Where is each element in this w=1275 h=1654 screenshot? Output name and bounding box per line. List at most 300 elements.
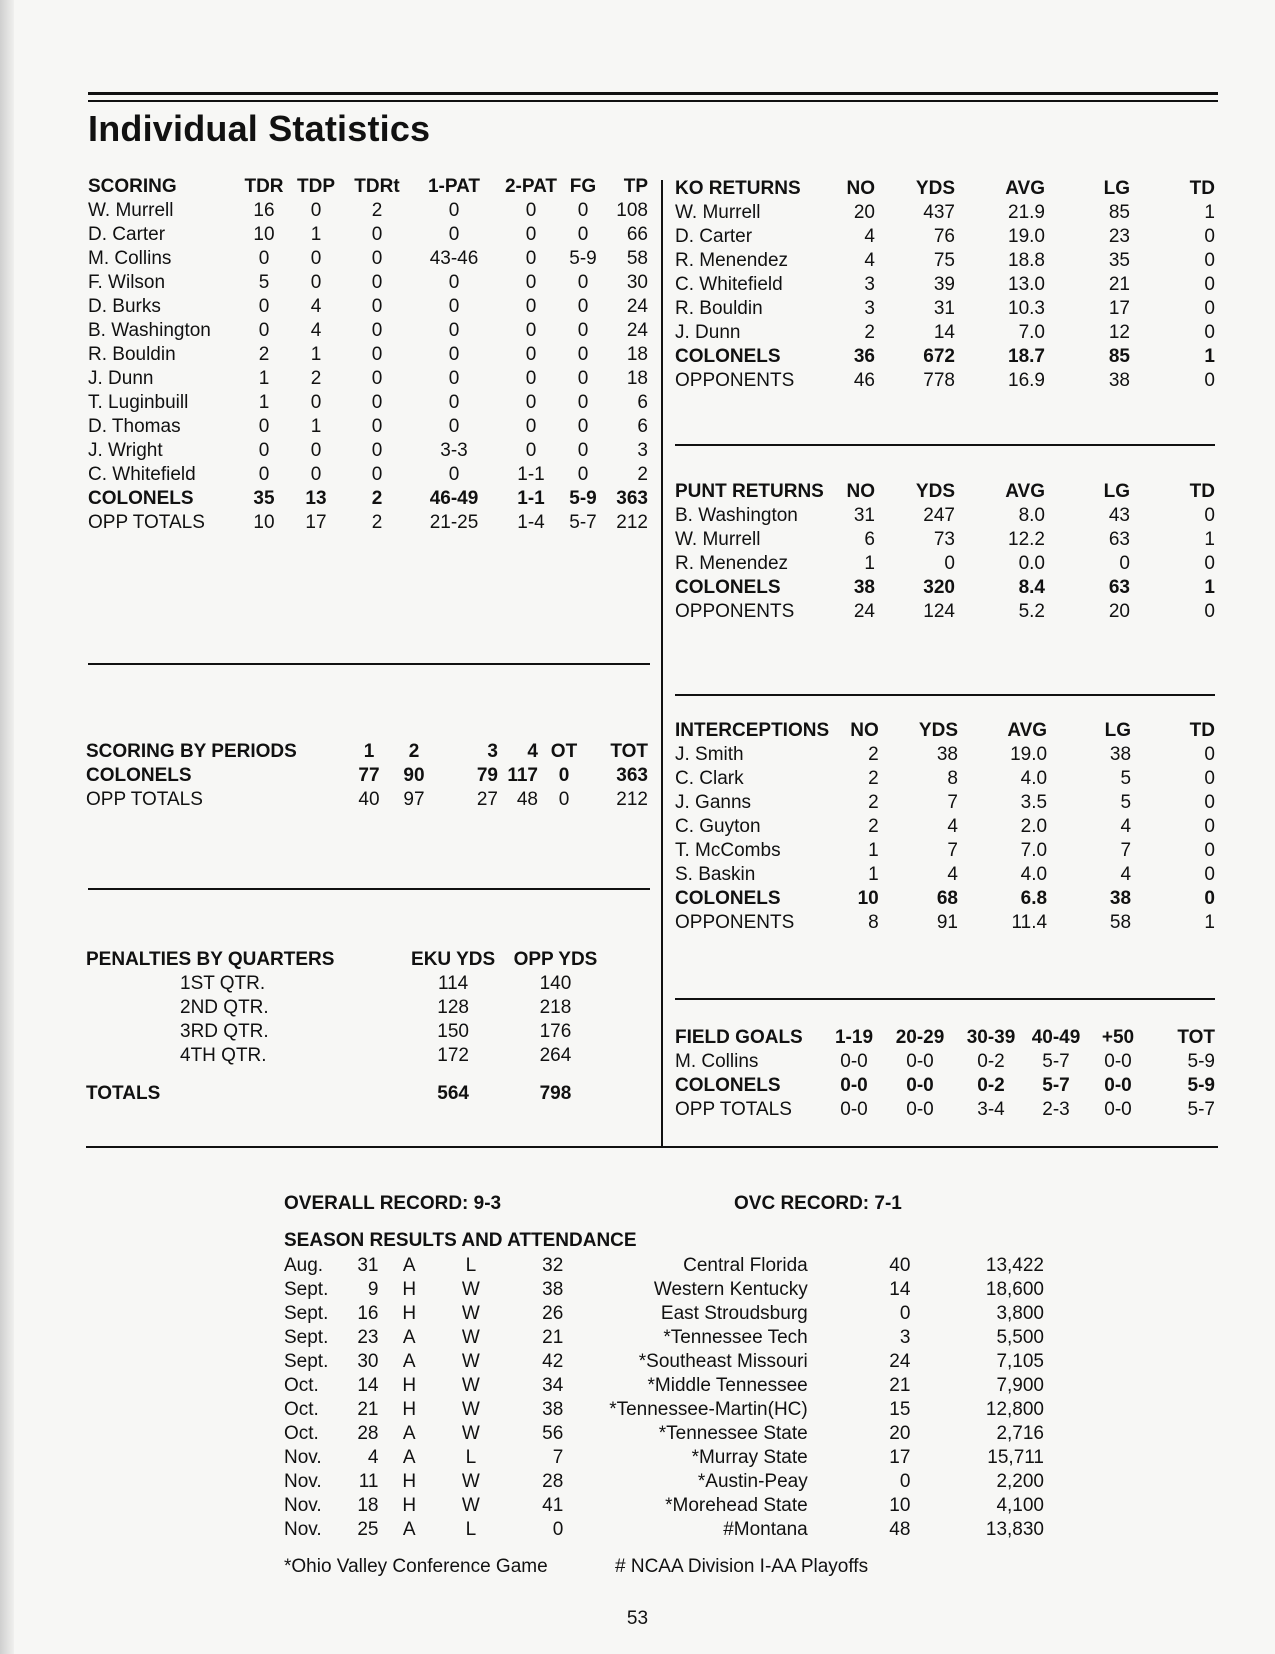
- table-cell: 39: [933, 274, 955, 295]
- table-cell: A: [402, 1447, 416, 1468]
- table-cell: East Stroudsburg: [660, 1303, 808, 1324]
- opponent-total-row: [675, 911, 1215, 935]
- table-cell: 66: [626, 224, 648, 245]
- divider: [675, 444, 1215, 446]
- table-cell: AVG: [1005, 481, 1045, 502]
- table-cell: A: [402, 1255, 416, 1276]
- page-number: 53: [626, 1608, 649, 1629]
- table-cell: 5: [1120, 792, 1132, 813]
- table-cell: L: [465, 1447, 477, 1468]
- table-row: [284, 1302, 1044, 1326]
- table-cell: 4.0: [1020, 864, 1048, 885]
- table-cell: 778: [923, 370, 955, 391]
- table-cell: 7: [947, 792, 958, 813]
- table-cell: 77: [358, 765, 380, 786]
- table-cell: 1: [258, 392, 270, 413]
- table-cell: 0: [310, 200, 322, 221]
- table-cell: 2.0: [1020, 816, 1048, 837]
- table-cell: 0: [525, 344, 537, 365]
- table-cell: 5.2: [1018, 601, 1045, 622]
- table-cell: 32: [542, 1255, 564, 1276]
- table-cell: 0: [310, 464, 322, 485]
- table-cell: 320: [923, 577, 955, 598]
- table-cell: 0: [258, 248, 270, 269]
- table-row: [284, 1398, 1044, 1422]
- table-cell: 2: [371, 512, 383, 533]
- table-cell: L: [465, 1255, 477, 1276]
- page-title: Individual Statistics: [88, 108, 431, 149]
- table-cell: 31: [933, 298, 955, 319]
- table-cell: 14: [357, 1375, 379, 1396]
- table-row: [86, 1020, 606, 1044]
- table-cell: Oct.: [284, 1399, 319, 1420]
- team-total-row: [675, 345, 1215, 369]
- table-cell: 1: [258, 368, 270, 389]
- table-cell: 1: [1204, 529, 1215, 550]
- table-cell: 0: [577, 440, 589, 461]
- table-cell: Sept.: [284, 1303, 329, 1324]
- table-cell: 16: [253, 200, 275, 221]
- table-cell: 5-9: [569, 488, 597, 509]
- table-cell: 0: [371, 248, 383, 269]
- table-cell: *Tennessee Tech: [663, 1327, 808, 1348]
- table-cell: OPP TOTALS: [88, 512, 205, 533]
- table-row: [86, 996, 606, 1020]
- table-cell: 7: [1120, 840, 1132, 861]
- page-binding-edge: [0, 0, 14, 1654]
- table-cell: 0: [944, 553, 955, 574]
- header-row: [675, 177, 1215, 201]
- table-cell: 0: [310, 440, 322, 461]
- table-cell: TD: [1189, 178, 1215, 199]
- table-cell: 437: [923, 202, 955, 223]
- table-cell: 24: [853, 601, 875, 622]
- table-cell: 5: [1120, 768, 1132, 789]
- table-cell: 18.7: [1008, 346, 1045, 367]
- table-cell: 6: [637, 416, 648, 437]
- table-cell: J. Smith: [675, 744, 744, 765]
- table-cell: 21.9: [1008, 202, 1045, 223]
- table-cell: R. Menendez: [675, 553, 789, 574]
- table-cell: 212: [616, 789, 648, 810]
- table-cell: 26: [542, 1303, 564, 1324]
- table-cell: 2: [371, 200, 383, 221]
- table-cell: 0: [1204, 226, 1215, 247]
- table-cell: 1ST QTR.: [180, 973, 266, 994]
- table-cell: 21: [1108, 274, 1130, 295]
- table-cell: *Middle Tennessee: [647, 1375, 808, 1396]
- table-row: [284, 1278, 1044, 1302]
- table-cell: 5,500: [996, 1327, 1044, 1348]
- table-cell: 75: [933, 250, 955, 271]
- table-cell: 5-7: [1042, 1051, 1070, 1072]
- table-cell: 0: [1204, 816, 1215, 837]
- table-cell: 1: [864, 553, 875, 574]
- table-cell: H: [402, 1303, 417, 1324]
- table-cell: *Tennessee State: [658, 1423, 808, 1444]
- table-cell: 150: [437, 1021, 469, 1042]
- table-row: [675, 791, 1215, 815]
- table-cell: 0: [558, 789, 570, 810]
- table-cell: 564: [437, 1083, 469, 1104]
- table-cell: *Murray State: [691, 1447, 808, 1468]
- table-cell: 28: [542, 1471, 564, 1492]
- table-cell: 218: [539, 997, 572, 1018]
- table-cell: COLONELS: [86, 765, 192, 786]
- table-cell: 176: [539, 1021, 572, 1042]
- table-cell: W: [461, 1423, 480, 1444]
- table-cell: 7: [947, 840, 958, 861]
- table-row: [284, 1494, 1044, 1518]
- punt-returns-table: [675, 480, 1215, 624]
- opponent-total-row: [675, 600, 1215, 624]
- table-cell: 2-PAT: [504, 176, 558, 197]
- table-cell: 0: [448, 320, 460, 341]
- table-cell: 0: [371, 320, 383, 341]
- table-cell: 3: [487, 741, 498, 762]
- table-cell: D. Carter: [675, 226, 753, 247]
- table-cell: A: [402, 1423, 416, 1444]
- table-cell: 0.0: [1018, 553, 1045, 574]
- table-cell: 10: [253, 512, 275, 533]
- opponent-total-row: [675, 369, 1215, 393]
- table-cell: 56: [542, 1423, 564, 1444]
- table-cell: 1: [868, 840, 879, 861]
- table-row: [88, 391, 648, 415]
- table-cell: 264: [539, 1045, 572, 1066]
- table-cell: H: [402, 1495, 417, 1516]
- table-row: [88, 295, 648, 319]
- table-cell: 46-49: [429, 488, 479, 509]
- table-cell: COLONELS: [675, 888, 781, 909]
- table-cell: 43: [1108, 505, 1130, 526]
- table-cell: 0: [1119, 553, 1130, 574]
- table-cell: 0: [448, 344, 460, 365]
- table-cell: 38: [542, 1399, 564, 1420]
- table-cell: 0-2: [977, 1051, 1005, 1072]
- table-row: [88, 367, 648, 391]
- header-row: [675, 480, 1215, 504]
- divider: [86, 1146, 1218, 1148]
- overall-record: OVERALL RECORD: 9-3: [284, 1193, 502, 1214]
- table-cell: OT: [550, 741, 578, 762]
- table-cell: 9: [367, 1279, 379, 1300]
- table-cell: 5: [258, 272, 270, 293]
- table-row: [88, 439, 648, 463]
- totals-row: [86, 1068, 606, 1106]
- table-cell: 0: [448, 224, 460, 245]
- table-cell: TDP: [297, 176, 335, 197]
- table-cell: 363: [616, 765, 648, 786]
- scoring-by-periods-table: [86, 740, 648, 812]
- table-cell: 0: [525, 416, 537, 437]
- table-cell: 2: [864, 322, 875, 343]
- table-cell: 18.8: [1008, 250, 1045, 271]
- table-cell: 0: [525, 392, 537, 413]
- table-cell: 798: [539, 1083, 572, 1104]
- table-cell: 0: [577, 344, 589, 365]
- table-cell: YDS: [915, 481, 955, 502]
- table-row: [284, 1518, 1044, 1542]
- footnote-ovc: *Ohio Valley Conference Game: [284, 1556, 548, 1577]
- table-cell: 0: [371, 272, 383, 293]
- table-cell: 41: [542, 1495, 564, 1516]
- table-cell: TDRt: [354, 176, 400, 197]
- table-cell: F. Wilson: [88, 272, 166, 293]
- table-cell: 6: [864, 529, 875, 550]
- table-cell: 0: [371, 344, 383, 365]
- table-row: [88, 415, 648, 439]
- table-cell: 20: [1108, 601, 1130, 622]
- table-cell: 0-0: [840, 1051, 868, 1072]
- table-cell: *Morehead State: [665, 1495, 808, 1516]
- table-cell: 24: [626, 320, 648, 341]
- table-cell: 3: [864, 298, 875, 319]
- table-cell: B. Washington: [88, 320, 211, 341]
- table-cell: 0: [525, 248, 537, 269]
- table-row: [88, 319, 648, 343]
- table-row: [675, 1050, 1215, 1074]
- table-cell: Nov.: [284, 1471, 322, 1492]
- table-cell: 0: [448, 368, 460, 389]
- table-cell: 23: [1108, 226, 1130, 247]
- table-cell: 31: [853, 505, 875, 526]
- table-cell: 1-1: [517, 488, 545, 509]
- table-cell: 172: [437, 1045, 469, 1066]
- table-row: [675, 839, 1215, 863]
- table-cell: T. McCombs: [675, 840, 781, 861]
- table-cell: 0: [1204, 744, 1215, 765]
- table-cell: 58: [626, 248, 648, 269]
- table-row: [675, 321, 1215, 345]
- table-cell: 2,200: [996, 1471, 1044, 1492]
- table-cell: 3: [864, 274, 875, 295]
- table-cell: H: [402, 1399, 417, 1420]
- table-row: [675, 201, 1215, 225]
- header-row: [675, 719, 1215, 743]
- table-cell: 7,105: [996, 1351, 1044, 1372]
- table-cell: 1-PAT: [427, 176, 481, 197]
- table-cell: R. Bouldin: [88, 344, 176, 365]
- header-row: [88, 175, 648, 199]
- table-cell: 108: [616, 200, 648, 221]
- table-cell: 0: [371, 296, 383, 317]
- table-cell: 1: [1204, 346, 1215, 367]
- table-cell: 7: [552, 1447, 564, 1468]
- table-cell: Central Florida: [683, 1255, 808, 1276]
- table-cell: 18: [626, 368, 648, 389]
- table-cell: 18,600: [985, 1279, 1044, 1300]
- table-cell: H: [402, 1471, 417, 1492]
- table-row: [284, 1350, 1044, 1374]
- table-cell: AVG: [1007, 720, 1048, 741]
- header-row: [86, 948, 606, 972]
- table-row: [284, 1374, 1044, 1398]
- table-row: [88, 247, 648, 271]
- table-row: [284, 1446, 1044, 1470]
- table-cell: 6.8: [1020, 888, 1048, 909]
- table-cell: 0: [577, 464, 589, 485]
- table-cell: 0: [1204, 250, 1215, 271]
- table-cell: 1-4: [517, 512, 545, 533]
- table-cell: 128: [437, 997, 469, 1018]
- table-cell: LG: [1103, 178, 1130, 199]
- table-cell: #Montana: [723, 1519, 808, 1540]
- table-cell: W: [461, 1399, 480, 1420]
- table-cell: M. Collins: [675, 1051, 759, 1072]
- table-cell: 17: [305, 512, 327, 533]
- table-cell: Nov.: [284, 1495, 322, 1516]
- table-cell: J. Wright: [88, 440, 163, 461]
- table-row: [675, 767, 1215, 791]
- table-cell: 0: [525, 296, 537, 317]
- table-cell: 0-0: [906, 1051, 934, 1072]
- table-cell: Sept.: [284, 1327, 329, 1348]
- table-cell: COLONELS: [675, 346, 781, 367]
- table-cell: 40: [358, 789, 380, 810]
- table-cell: 3RD QTR.: [180, 1021, 269, 1042]
- table-cell: FIELD GOALS: [675, 1027, 803, 1048]
- table-cell: 40-49: [1031, 1027, 1081, 1048]
- table-cell: W. Murrell: [675, 529, 761, 550]
- table-cell: 7,900: [996, 1375, 1044, 1396]
- table-cell: OPP TOTALS: [86, 789, 203, 810]
- table-cell: 1: [1204, 912, 1215, 933]
- table-cell: 212: [616, 512, 648, 533]
- table-cell: 0: [371, 392, 383, 413]
- table-cell: 76: [933, 226, 955, 247]
- table-cell: 31: [357, 1255, 379, 1276]
- table-cell: D. Thomas: [88, 416, 181, 437]
- table-cell: INTERCEPTIONS: [675, 720, 830, 741]
- table-cell: 0: [552, 1519, 564, 1540]
- table-cell: 13.0: [1008, 274, 1045, 295]
- table-cell: 1-1: [517, 464, 545, 485]
- table-cell: 12: [1108, 322, 1130, 343]
- table-cell: 38: [1109, 744, 1132, 765]
- table-cell: 0-0: [1104, 1099, 1132, 1120]
- table-cell: 0: [525, 368, 537, 389]
- table-cell: S. Baskin: [675, 864, 756, 885]
- table-cell: 17: [889, 1447, 911, 1468]
- table-row: [675, 863, 1215, 887]
- table-cell: 8: [868, 912, 879, 933]
- divider: [675, 998, 1215, 1000]
- table-cell: 0: [577, 200, 589, 221]
- table-cell: 43-46: [429, 248, 479, 269]
- table-cell: 63: [1108, 577, 1130, 598]
- table-row: [675, 743, 1215, 767]
- table-cell: LG: [1103, 481, 1130, 502]
- table-cell: YDS: [918, 720, 958, 741]
- table-cell: 14: [933, 322, 955, 343]
- table-cell: H: [402, 1279, 417, 1300]
- table-cell: 7.0: [1020, 840, 1048, 861]
- table-cell: R. Bouldin: [675, 298, 763, 319]
- table-cell: TOT: [1177, 1027, 1215, 1048]
- table-row: [675, 297, 1215, 321]
- table-cell: 16.9: [1008, 370, 1045, 391]
- table-cell: 0: [310, 272, 322, 293]
- table-cell: 0: [258, 464, 270, 485]
- table-cell: PENALTIES BY QUARTERS: [86, 949, 335, 970]
- table-cell: 85: [1108, 202, 1130, 223]
- table-cell: 4: [310, 320, 322, 341]
- divider: [88, 663, 650, 665]
- table-cell: R. Menendez: [675, 250, 789, 271]
- table-cell: W: [461, 1375, 480, 1396]
- table-cell: +50: [1101, 1027, 1135, 1048]
- table-cell: 5-9: [1187, 1051, 1215, 1072]
- table-cell: C. Whitefield: [88, 464, 196, 485]
- table-cell: 16: [357, 1303, 379, 1324]
- table-cell: 18: [626, 344, 648, 365]
- table-cell: Oct.: [284, 1375, 319, 1396]
- table-cell: COLONELS: [88, 488, 194, 509]
- table-cell: Nov.: [284, 1447, 322, 1468]
- table-cell: 0: [448, 200, 460, 221]
- field-goals-table: [675, 1026, 1215, 1122]
- table-cell: 48: [516, 789, 538, 810]
- table-row: [675, 528, 1215, 552]
- table-cell: 14: [889, 1279, 911, 1300]
- table-cell: Nov.: [284, 1519, 322, 1540]
- penalties-table: [86, 948, 606, 1106]
- table-cell: 21: [357, 1399, 379, 1420]
- table-cell: 0: [371, 368, 383, 389]
- table-cell: Western Kentucky: [653, 1279, 808, 1300]
- header-rule-top: [88, 92, 1218, 95]
- table-cell: OPPONENTS: [675, 370, 795, 391]
- table-cell: Oct.: [284, 1423, 319, 1444]
- table-cell: 15,711: [987, 1447, 1044, 1468]
- table-cell: 0: [577, 296, 589, 317]
- table-cell: D. Burks: [88, 296, 161, 317]
- table-cell: M. Collins: [88, 248, 172, 269]
- table-cell: NO: [846, 481, 875, 502]
- table-cell: 0: [1204, 888, 1215, 909]
- table-cell: 5-9: [569, 248, 597, 269]
- table-cell: 5-7: [1187, 1099, 1215, 1120]
- interceptions-table: [675, 719, 1215, 935]
- table-cell: W: [461, 1351, 480, 1372]
- table-cell: 8.4: [1018, 577, 1045, 598]
- column-divider: [661, 180, 663, 1148]
- table-cell: 0: [525, 440, 537, 461]
- table-cell: 48: [889, 1519, 911, 1540]
- table-row: [675, 273, 1215, 297]
- table-cell: 3-4: [977, 1099, 1005, 1120]
- table-cell: 4: [1120, 816, 1132, 837]
- table-cell: 79: [476, 765, 498, 786]
- team-total-row: [675, 576, 1215, 600]
- opponent-total-row: [88, 511, 648, 535]
- table-cell: COLONELS: [675, 577, 781, 598]
- table-cell: 0: [1204, 840, 1215, 861]
- table-row: [88, 199, 648, 223]
- table-cell: 1: [1204, 577, 1215, 598]
- team-total-row: [675, 887, 1215, 911]
- table-cell: 0: [558, 765, 570, 786]
- table-cell: 0: [310, 392, 322, 413]
- table-cell: OPP TOTALS: [675, 1099, 792, 1120]
- table-cell: Sept.: [284, 1279, 329, 1300]
- table-cell: 30-39: [966, 1027, 1016, 1048]
- table-cell: 10: [253, 224, 275, 245]
- table-cell: W: [461, 1327, 480, 1348]
- ovc-record: OVC RECORD: 7-1: [734, 1193, 902, 1214]
- table-cell: 2-3: [1042, 1099, 1070, 1120]
